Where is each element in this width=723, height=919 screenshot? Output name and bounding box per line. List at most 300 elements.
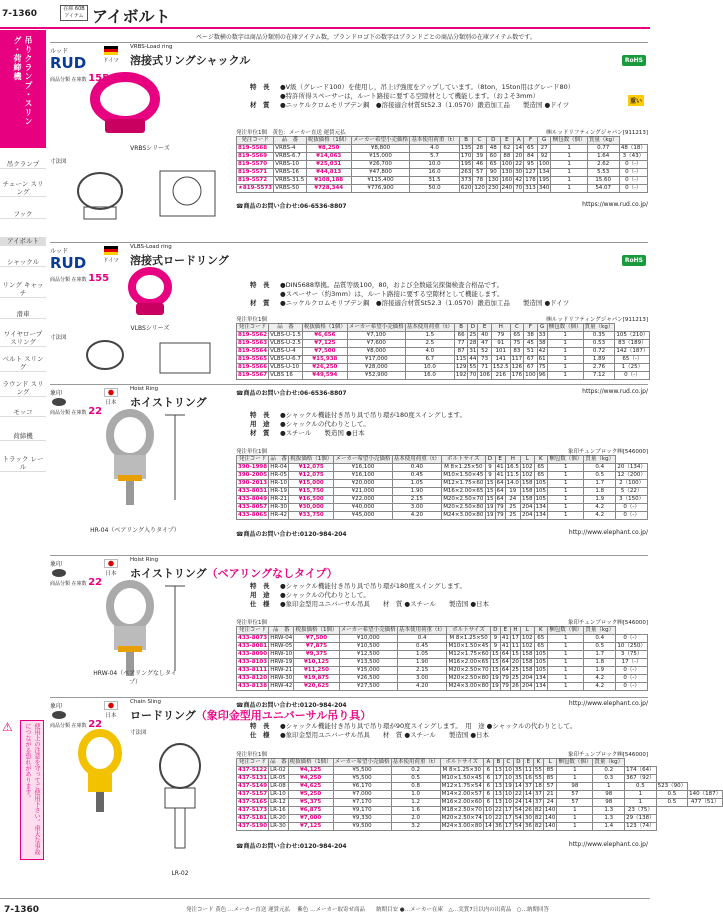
table-cell: 176 (511, 372, 523, 378)
table-cell: M20×2.50×70 (448, 667, 489, 673)
table-row[interactable] (237, 185, 648, 193)
order-code-cell[interactable]: 433-8073 (238, 635, 268, 641)
sidebar-item[interactable]: モッコ (0, 408, 46, 417)
product-section (50, 697, 722, 897)
table-cell: 54 (514, 807, 522, 813)
table-cell: 70 (469, 372, 477, 378)
table-cell: 62 (500, 145, 514, 153)
table-row[interactable] (237, 356, 650, 364)
table-cell: ¥7,170 (333, 799, 391, 807)
table-cell: 9 (490, 643, 500, 651)
product-photo (70, 69, 180, 139)
contact-info (236, 841, 648, 850)
table-cell: 3.00 (397, 675, 446, 683)
table-cell: 1.8 (584, 488, 616, 496)
table-cell: 10 (504, 791, 512, 797)
table-row[interactable] (237, 767, 723, 775)
maker-url-link[interactable]: https://www.rud.co.jp/ (582, 201, 648, 208)
table-cell: 11.5 (506, 472, 519, 478)
table-cell: 2.15 (397, 667, 446, 675)
table-row[interactable] (237, 823, 723, 831)
order-code-cell[interactable]: 819-5562 (238, 332, 268, 338)
table-row[interactable] (237, 472, 648, 480)
table-cell: ¥17,000 (347, 356, 405, 364)
table-cell: 65 (524, 145, 538, 153)
product-title: ホイストリング (130, 396, 207, 409)
table-cell: 102 (521, 464, 533, 470)
table-cell: HR-42 (270, 512, 287, 518)
heavy-badge: 重い (628, 95, 644, 106)
table-row[interactable] (237, 512, 648, 520)
table-cell: 1.05 (392, 480, 441, 488)
maker-url-link[interactable]: https://www.rud.co.jp/ (582, 388, 648, 395)
table-cell: 1 (551, 145, 587, 153)
table-cell: ¥8,250 (306, 145, 351, 153)
table-cell: 1.0 (391, 791, 440, 799)
table-row[interactable] (237, 667, 648, 675)
table-cell: ¥5,500 (333, 767, 391, 775)
table-cell: 120 (474, 185, 485, 191)
table-cell: 16.0 (410, 169, 460, 177)
order-code-cell[interactable]: 819-5567 (238, 372, 268, 378)
product-table (236, 136, 648, 193)
spec-row: 仕 様 ●象印金型用ユニバーサル吊具 材 質 ●スチール 製造国 ●日本 (250, 600, 490, 608)
table-cell: 91 (491, 340, 510, 348)
column-header: L (520, 456, 534, 464)
column-header: 品 番 (269, 627, 294, 635)
table-cell: ¥26,500 (339, 675, 397, 683)
table-cell: 130 (501, 169, 513, 175)
table-cell: 54.07 (587, 185, 619, 193)
table-cell: 13 (494, 767, 502, 773)
table-cell: 373 (460, 177, 472, 183)
table-cell: 105 (535, 496, 547, 502)
table-cell: 19 (486, 512, 494, 518)
table-cell: M24×3.00×80 (448, 683, 489, 689)
table-cell: 0.5 (584, 472, 616, 480)
table-cell: 64 (501, 651, 509, 657)
table-cell: 55 (469, 364, 477, 370)
order-code-cell[interactable]: 433-8111 (238, 667, 268, 673)
table-cell: 24 (514, 799, 522, 805)
table-cell: 65（-） (615, 356, 650, 364)
table-cell: 38 (524, 332, 538, 340)
table-cell: 1 (551, 161, 587, 169)
table-cell: ¥7,500 (294, 635, 339, 643)
order-code-cell[interactable]: 433-8031 (238, 488, 268, 494)
table-cell: 127 (525, 169, 536, 175)
order-code-cell[interactable]: 437-5157 (238, 791, 268, 797)
table-cell: 0.5 (625, 783, 657, 791)
maker-url-link[interactable]: http://www.elephant.co.jp/ (568, 529, 648, 536)
table-cell: 105 (535, 480, 547, 486)
table-cell: 27 (537, 145, 551, 153)
table-row[interactable] (237, 364, 650, 372)
order-code-cell[interactable]: 433-8065 (238, 512, 268, 518)
table-cell: ¥15,000 (289, 480, 334, 488)
sidebar-item[interactable]: ラウンド スリング (0, 380, 46, 397)
order-code-cell[interactable]: 433-8090 (238, 651, 268, 657)
sidebar-item[interactable]: チェーン スリング (0, 180, 46, 197)
table-row[interactable] (237, 177, 648, 185)
table-cell: HR-19 (270, 488, 287, 494)
table-cell: 123（74） (626, 823, 655, 829)
table-row[interactable] (237, 161, 648, 169)
maker-name: 象印 (50, 561, 63, 568)
table-cell: 21 (543, 791, 557, 799)
order-code-cell[interactable]: 437-5131 (238, 775, 268, 781)
table-cell: 106 (479, 372, 490, 378)
order-code-cell[interactable]: 433-8049 (238, 496, 268, 502)
spec-row: 用 途 ●シャックルの代わりとして。 (250, 420, 370, 428)
table-cell: ¥44,813 (306, 169, 351, 177)
order-code-cell[interactable]: 437-5149 (238, 783, 268, 789)
sidebar-item[interactable]: 吊クランプ (0, 160, 46, 169)
table-cell: ¥7,125 (302, 340, 347, 348)
table-row[interactable] (237, 815, 723, 823)
table-cell: 204 (521, 512, 533, 518)
table-cell: HRW-42 (270, 683, 293, 689)
table-cell: 38 (538, 340, 546, 346)
table-cell: 9 (485, 464, 495, 472)
table-cell: 15 (491, 667, 499, 673)
table-cell: 14.0 (506, 480, 519, 486)
table-cell: 0.8 (391, 783, 440, 791)
table-cell: 1.90 (392, 488, 441, 496)
sidebar-item[interactable]: リング キャッチ (0, 281, 46, 298)
sidebar-item[interactable]: トラック レール (0, 455, 46, 472)
order-code-cell[interactable]: 433-8138 (238, 683, 268, 689)
table-cell: 54 (514, 823, 522, 829)
order-code-cell[interactable]: 819-5572 (237, 177, 274, 185)
germany-flag-icon (104, 46, 118, 55)
safety-warning: 使用上の注意を守ってご使用下さい。重大な事故につながる恐れがあります。 (20, 720, 44, 860)
table-cell: HRW-04 (270, 635, 293, 641)
table-cell: 6 (483, 799, 493, 807)
maker-url-link[interactable]: http://www.elephant.co.jp/ (568, 841, 648, 848)
table-cell: VLBS-U-4 (269, 348, 303, 356)
table-cell: ¥5,250 (288, 791, 333, 799)
column-header: H (505, 456, 520, 464)
maker-url-link[interactable]: http://www.elephant.co.jp/ (568, 700, 648, 707)
column-header: D (485, 456, 495, 464)
table-cell: 477（51） (688, 799, 723, 807)
spec-row: 特 長 ●シャックル機能付き吊り具で吊り環が180度スイングします。 (250, 582, 466, 590)
table-cell: 2.5 (405, 340, 454, 348)
table-cell: 20（134） (617, 464, 646, 470)
order-code-cell[interactable]: 437-5173 (238, 807, 268, 813)
order-code-cell[interactable]: ★819-5573 (238, 185, 273, 191)
table-row[interactable] (237, 799, 723, 807)
table-cell: 340 (538, 185, 550, 191)
order-code-cell[interactable]: 819-5565 (238, 356, 268, 362)
table-cell: 1.90 (397, 659, 446, 667)
table-cell: HR-04 (270, 464, 287, 470)
table-cell: 1 (547, 348, 583, 356)
table-row[interactable] (237, 340, 650, 348)
table-row[interactable] (237, 675, 648, 683)
table-cell: 67 (524, 364, 538, 372)
column-header: 質量（kg） (584, 324, 614, 330)
table-cell: ¥7,000 (288, 815, 333, 823)
column-header: メーカー希望小売価格 (348, 324, 404, 330)
table-cell: ¥16,100 (334, 464, 392, 472)
table-cell: 4.2 (584, 512, 616, 520)
product-table (236, 758, 723, 831)
table-cell: ¥4,625 (288, 783, 333, 791)
table-cell: 17 (511, 635, 519, 641)
table-cell: 2.62 (587, 161, 619, 169)
order-code-cell[interactable]: 390-1998 (238, 464, 268, 470)
series-label: HRW-04（ベアリングなしタイプ） (93, 670, 177, 686)
order-code-cell[interactable]: 437-5122 (238, 767, 268, 773)
table-row[interactable] (237, 643, 648, 651)
table-cell: 26 (524, 807, 532, 813)
table-cell: 142（187） (616, 348, 649, 354)
order-code-cell[interactable]: 433-8081 (238, 643, 268, 649)
column-header: D (468, 324, 478, 332)
table-cell: 19 (504, 783, 512, 789)
table-row[interactable] (237, 775, 723, 783)
table-row[interactable] (237, 683, 648, 691)
table-row[interactable] (237, 807, 723, 815)
table-cell: ¥12,075 (289, 464, 334, 472)
table-row[interactable] (237, 791, 723, 799)
contact-info (236, 201, 648, 210)
table-cell: 1.3 (593, 807, 625, 815)
table-cell: 22 (494, 807, 502, 813)
table-row[interactable] (237, 348, 650, 356)
table-cell: 10.0 (405, 364, 454, 372)
table-cell: VLBS-U-10 (269, 364, 303, 372)
table-cell: 1 (557, 775, 593, 783)
product-photo (70, 728, 130, 818)
table-cell: 16 (524, 775, 532, 781)
order-code-cell[interactable]: 819-5566 (238, 364, 268, 370)
table-cell: 216 (491, 372, 510, 380)
dimension-drawing (60, 161, 230, 231)
table-cell: 1 (547, 340, 583, 348)
table-cell: 134 (535, 675, 547, 681)
order-code-cell[interactable]: 819-5563 (238, 340, 268, 346)
table-cell: 1 (548, 643, 584, 651)
country-of-origin: 日本 (100, 700, 122, 719)
column-header: E (500, 627, 510, 635)
table-cell: 57 (557, 791, 593, 799)
order-code-cell[interactable]: 437-5165 (238, 799, 268, 805)
table-cell: 115 (455, 356, 467, 362)
table-cell: 79 (496, 512, 504, 518)
product-title: ロードリング（象印金型用ユニバーサル吊り具） (130, 709, 372, 722)
sidebar-item[interactable]: 滑車 (0, 310, 46, 319)
table-cell: 313 (525, 185, 536, 191)
table-cell: 98 (593, 791, 625, 799)
order-code-cell[interactable]: 819-5568 (237, 145, 274, 153)
table-cell: 10 (504, 775, 512, 781)
table-cell: 19 (505, 488, 520, 496)
series-label: VRBSシリーズ (130, 145, 170, 152)
table-cell: 134 (535, 504, 547, 510)
table-cell: 41 (496, 464, 504, 470)
order-code-cell[interactable]: 433-8120 (238, 675, 268, 681)
table-cell: 22 (515, 161, 523, 167)
product-subtitle: Hoist Ring (130, 557, 159, 563)
order-code-cell[interactable]: 437-5190 (238, 823, 268, 829)
table-cell: 158 (521, 659, 533, 665)
table-cell: 30 (524, 815, 532, 821)
footer-page-number: 7-1360 (4, 905, 40, 915)
table-cell: 37 (534, 791, 542, 797)
product-section (50, 384, 648, 552)
sidebar-item[interactable]: アイボルト (0, 237, 46, 246)
japan-flag-icon (104, 388, 118, 397)
product-title: 溶接式リングシャックル (130, 54, 251, 67)
order-code-cell[interactable]: 819-5564 (238, 348, 268, 354)
table-row[interactable] (237, 169, 648, 177)
table-cell: HRW-30 (270, 675, 293, 681)
table-cell: 160 (501, 177, 513, 183)
table-row[interactable] (237, 153, 648, 161)
table-row[interactable] (237, 488, 648, 496)
table-cell: 5.7 (410, 153, 460, 161)
table-cell: 25 (511, 667, 519, 673)
sidebar-item[interactable]: ワイヤロープ スリング (0, 330, 46, 347)
table-cell: 5.53 (587, 169, 619, 177)
table-cell: 82 (534, 807, 542, 813)
table-row[interactable] (237, 464, 648, 472)
order-code-cell[interactable]: 433-8103 (238, 659, 268, 665)
table-cell: 15.60 (587, 177, 619, 185)
table-cell: 230 (488, 185, 499, 191)
spec-row: 特 長 ●V級（グレード100）を使用し，吊上げ強度をアップしています。（8ton，15ton用はグレード80） (250, 83, 575, 91)
stock-count: 商品分類 在庫数 155 (50, 73, 110, 84)
contact-phone: ☎商品のお問い合わせ:0120-984-204 (236, 531, 347, 538)
spec-block (250, 83, 648, 110)
table-cell: 0.2 (391, 767, 440, 775)
column-header: C (473, 137, 487, 145)
table-cell: ¥22,000 (334, 496, 392, 504)
table-cell: 4.2 (584, 675, 616, 683)
column-header: L (543, 759, 557, 767)
table-cell: 2.0 (391, 815, 440, 823)
sidebar-main-category[interactable]: 吊りクランプ・スリング・荷締機 (0, 30, 46, 148)
table-cell: 13 (494, 799, 502, 805)
column-header: 質量（kg） (594, 759, 624, 765)
table-row[interactable] (237, 496, 648, 504)
order-code-cell[interactable]: 390-2005 (238, 472, 268, 478)
order-code-cell[interactable]: 819-5570 (237, 161, 274, 169)
table-cell: 1.5 (405, 332, 454, 340)
table-cell: 20 (511, 659, 519, 665)
table-row[interactable] (237, 783, 723, 791)
table-cell: 204 (521, 683, 533, 689)
order-code-cell[interactable]: 433-8057 (238, 504, 268, 510)
table-cell: M14×2.00×57 (441, 791, 482, 797)
table-cell: 1.8 (584, 659, 616, 667)
warning-icon: ⚠ (2, 720, 13, 734)
table-cell: 152.5 (492, 364, 509, 370)
order-code-cell[interactable]: 390-2013 (238, 480, 268, 486)
table-cell: 42 (515, 177, 523, 183)
table-row[interactable] (237, 651, 648, 659)
table-cell: ¥52,900 (347, 372, 405, 380)
table-row[interactable] (237, 659, 648, 667)
table-cell: 0.45 (392, 472, 441, 480)
supplier-name: 象印チェンブロック㈱[546000] (567, 752, 648, 758)
table-cell: 16.0 (405, 372, 454, 380)
table-cell: 620 (460, 185, 472, 191)
table-cell: 82 (534, 823, 542, 829)
table-row[interactable] (237, 480, 648, 488)
table-cell: ¥19,875 (294, 675, 339, 683)
sidebar-item[interactable]: ベルト スリング (0, 355, 46, 372)
table-cell: 17 (504, 823, 512, 829)
column-header: 税抜価格（1個） (289, 759, 332, 765)
column-header: 質量（kg） (585, 456, 615, 462)
table-cell: 6 (483, 775, 493, 783)
table-cell: 64 (496, 480, 504, 486)
column-header: 品 番 (270, 759, 287, 765)
table-cell: 85 (543, 767, 557, 775)
table-cell: 1.6 (391, 807, 440, 815)
table-cell: 48 (486, 145, 500, 153)
table-cell: ¥7,100 (347, 332, 405, 340)
table-row[interactable] (237, 372, 650, 380)
table-cell: M20×2.50×74 (441, 815, 482, 821)
table-row[interactable] (237, 635, 648, 643)
table-cell: 1.7 (584, 480, 616, 488)
column-header: メーカー希望小売価格 (334, 759, 390, 765)
table-cell: M12×1.75×54 (441, 783, 482, 789)
table-cell: 126 (511, 364, 523, 370)
order-code-cell[interactable]: 819-5571 (237, 169, 274, 177)
table-cell: 102 (521, 635, 533, 641)
supplier-name: 象印チェンブロック㈱[546000] (567, 449, 648, 455)
column-header: メーカー希望小売価格 (353, 137, 408, 143)
table-row[interactable] (237, 504, 648, 512)
table-cell: ¥20,625 (294, 683, 339, 691)
column-header: E (523, 759, 533, 767)
table-cell: 0.45 (397, 643, 446, 651)
table-cell: M18×2.50×70 (441, 807, 482, 813)
table-cell: 140 (544, 815, 556, 821)
table-cell: M12×1.75×60 (448, 651, 489, 657)
table-row[interactable] (237, 332, 650, 340)
table-cell: 15 (491, 651, 499, 657)
table-cell: 55 (534, 775, 542, 781)
table-cell: 17 (504, 815, 512, 821)
table-cell: 16.5 (506, 464, 519, 470)
column-header: 発注コード (237, 137, 274, 145)
column-header: D (486, 137, 500, 145)
table-cell: 105 (535, 659, 547, 665)
table-cell: ¥7,875 (294, 643, 339, 651)
page-footer (0, 898, 650, 919)
table-cell: 22 (514, 791, 522, 797)
sidebar-item[interactable]: シャックル (0, 258, 46, 267)
sidebar-item[interactable]: 荷締機 (0, 432, 46, 441)
order-code-cell[interactable]: 437-5181 (238, 815, 268, 821)
table-cell: 141 (491, 356, 510, 364)
table-cell: 6 (483, 767, 493, 775)
table-cell: 95 (524, 161, 538, 169)
table-cell: 0（-） (616, 683, 648, 691)
table-cell: ¥9,170 (333, 807, 391, 815)
table-cell: 1 (557, 815, 593, 823)
order-code-cell[interactable]: 819-5569 (237, 153, 274, 161)
table-row[interactable] (237, 145, 648, 153)
sidebar-item[interactable]: フック (0, 210, 46, 219)
